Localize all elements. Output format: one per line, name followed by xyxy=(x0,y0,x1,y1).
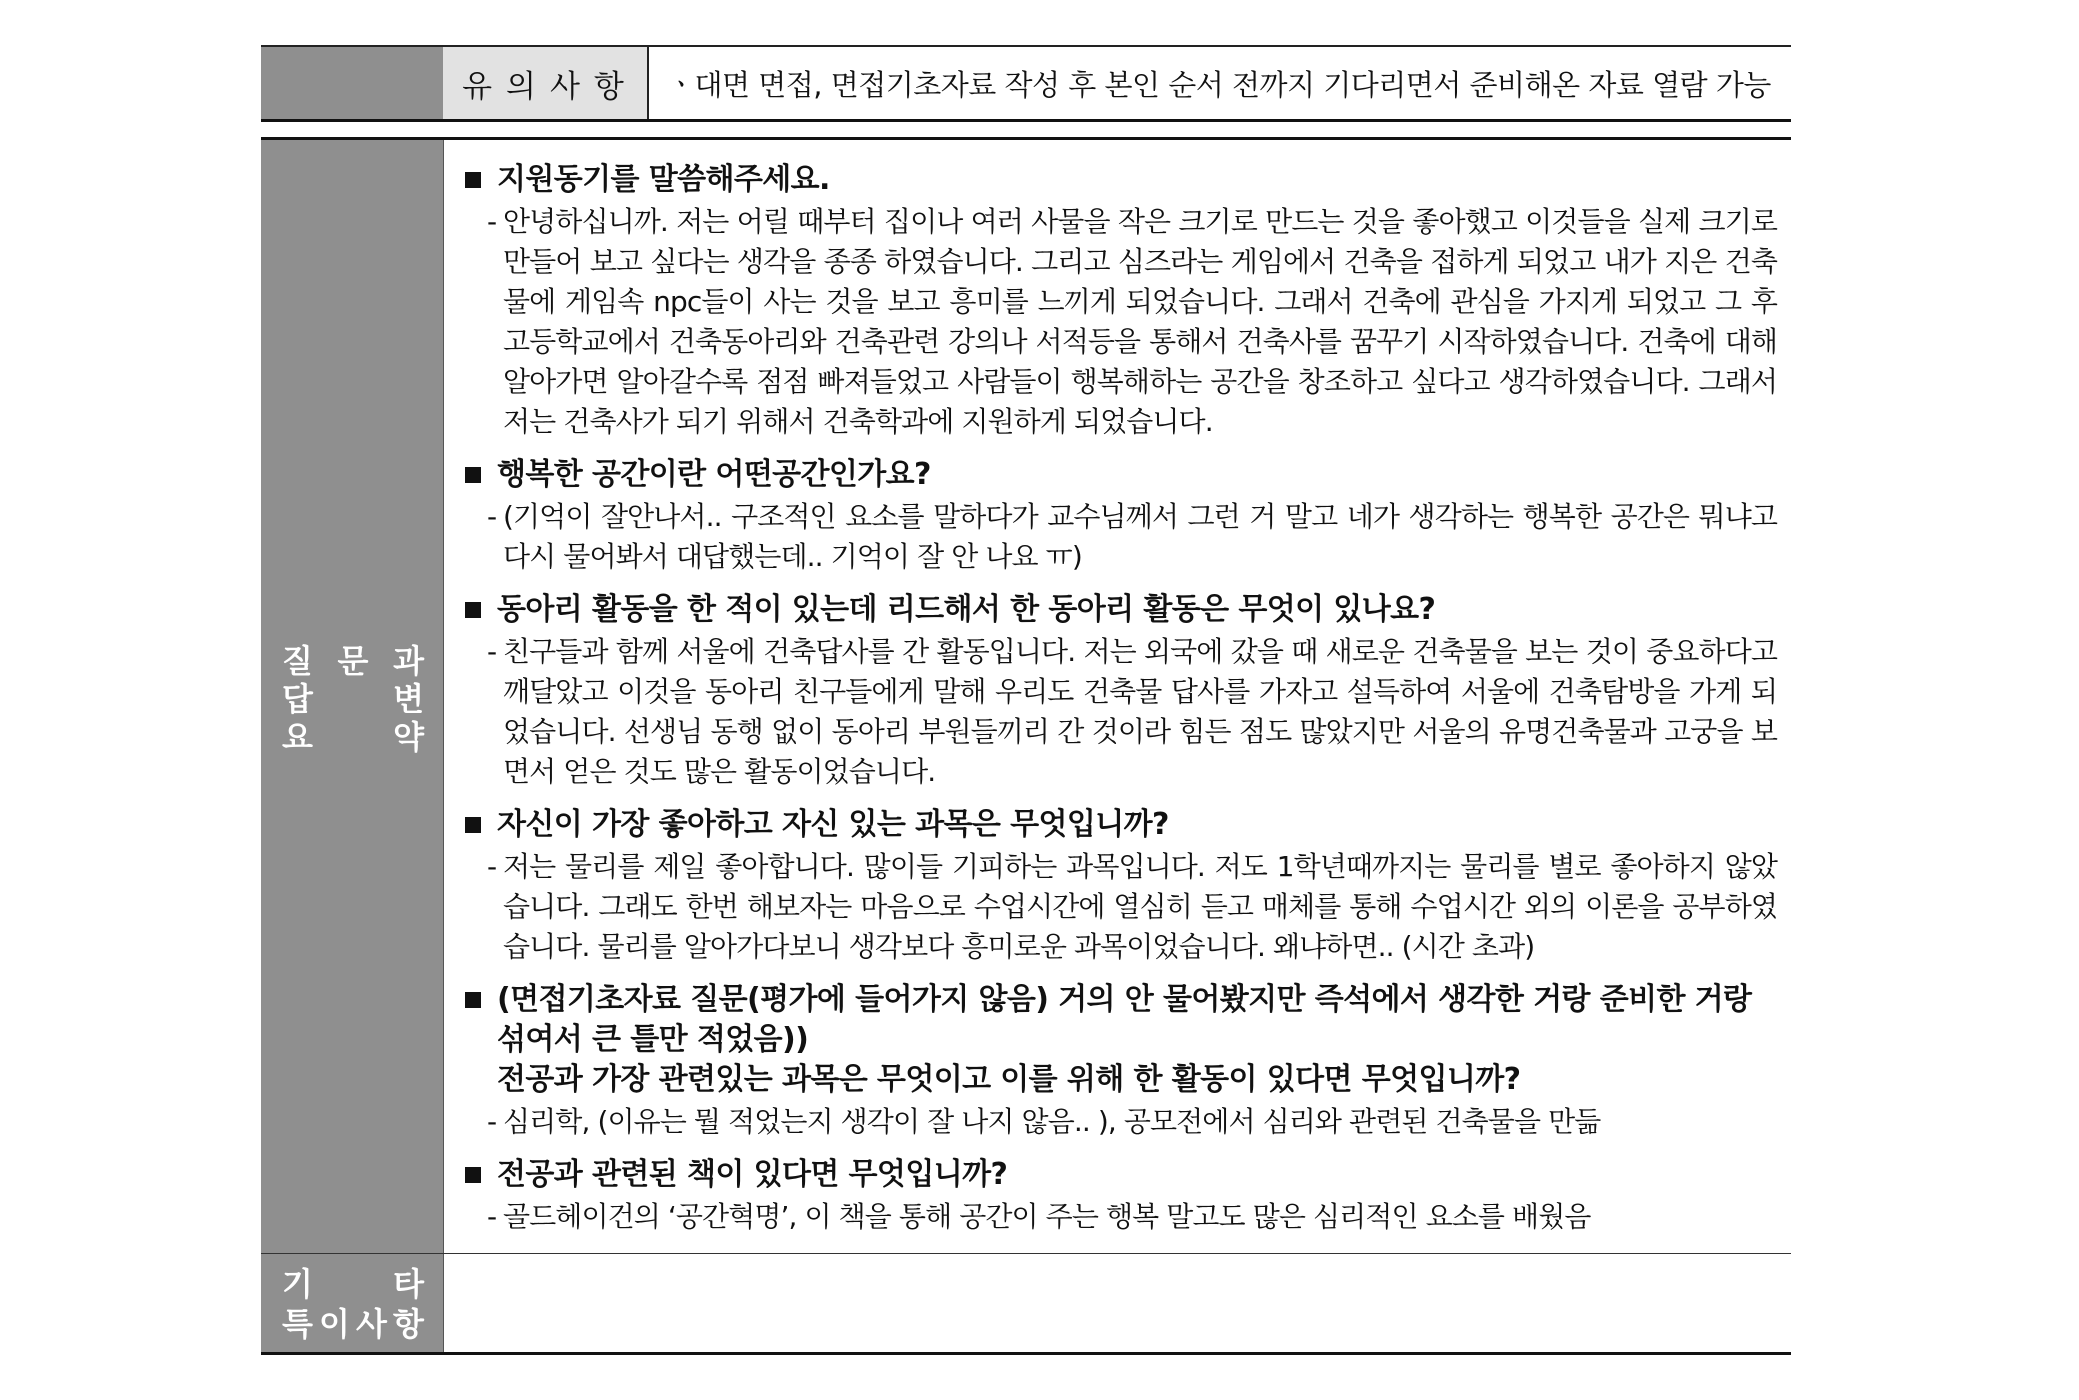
answer-text: 친구들과 함께 서울에 건축답사를 간 활동입니다. 저는 외국에 갔을 때 새로운 건축물을 보는 것이 중요하다고 깨달았고 이것을 동아리 친구들에게 말해 우리도 건축물 답사를 가자고 설득하여 서울에 건축탐방을 가게 되었습니다. 선생님 동행 없이 동아리 부원들끼리 간 것이라 힘든 점도 많았지만 서울의 유명건축물과 고궁을 보면서 얻은 것도 많은 활동이었습니다. xyxy=(503,635,1777,788)
question-text: 행복한 공간이란 어떤공간인가요? xyxy=(497,457,931,492)
notice-blank-cell xyxy=(261,47,443,119)
qa-section-label-cell xyxy=(261,140,443,1253)
other-notes-content xyxy=(443,1254,1791,1352)
qa-section-label xyxy=(261,642,443,756)
notice-text: ㆍ대면 면접, 면접기초자료 작성 후 본인 순서 전까지 기다리면서 준비해온 자료 열람 가능 xyxy=(667,67,1771,102)
dash-bullet-icon: - xyxy=(487,205,497,238)
question-text: 전공과 가장 관련있는 과목은 무엇이고 이를 위해 한 활동이 있다면 무엇입니까? xyxy=(497,1062,1521,1097)
answer-text: 심리학, (이유는 뭘 적었는지 생각이 잘 나지 않음.. ), 공모전에서 심리와 관련된 건축물을 만듦 xyxy=(503,1105,1601,1138)
square-bullet-icon xyxy=(465,602,481,618)
label-char: 답 xyxy=(282,680,313,718)
square-bullet-icon xyxy=(465,467,481,483)
notice-row xyxy=(261,45,1791,122)
question xyxy=(461,160,1777,200)
qa-item xyxy=(461,1155,1777,1237)
qa-item xyxy=(461,980,1777,1142)
question-text: 자신이 가장 좋아하고 자신 있는 과목은 무엇입니까? xyxy=(497,807,1169,842)
answer-text: 골드헤이건의 ‘공간혁명’, 이 책을 통해 공간이 주는 행복 말고도 많은 심리적인 요소를 배웠음 xyxy=(503,1200,1591,1233)
other-notes-row xyxy=(261,1254,1791,1355)
question xyxy=(461,1155,1777,1195)
answer-text: 안녕하십니까. 저는 어릴 때부터 집이나 여러 사물을 작은 크기로 만드는 것을 좋아했고 이것들을 실제 크기로 만들어 보고 싶다는 생각을 종종 하였습니다. 그리고 심즈라는 게임에서 건축을 접하게 되었고 내가 지은 건축물에 게임속 npc들이 사는 것을 보고 흥미를 느끼게 되었습니다. 그래서 건축에 관심을 가지게 되었고 그 후 고등학교에서 건축동아리와 건축관련 강의나 서적등을 통해서 건축사를 꿈꾸기 시작하였습니다. 건축에 대해 알아가면 알아갈수록 점점 빠져들었고 사람들이 행복해하는 공간을 창조하고 싶다고 생각하였습니다. 그래서 저는 건축사가 되기 위해서 건축학과에 지원하게 되었습니다. xyxy=(503,205,1777,438)
label-char: 질 xyxy=(282,642,313,680)
question xyxy=(461,805,1777,845)
square-bullet-icon xyxy=(465,817,481,833)
label-char: 요 xyxy=(282,718,313,756)
label-char: 항 xyxy=(393,1305,424,1343)
label-char: 약 xyxy=(393,718,424,756)
label-char: 사 xyxy=(356,1305,387,1343)
question xyxy=(461,590,1777,630)
square-bullet-icon xyxy=(465,172,481,188)
answer-text: 저는 물리를 제일 좋아합니다. 많이들 기피하는 과목입니다. 저도 1학년때까지는 물리를 별로 좋아하지 않았습니다. 그래도 한번 해보자는 마음으로 수업시간에 열심히 듣고 매체를 통해 수업시간 외의 이론을 공부하였습니다. 물리를 알아가다보니 생각보다 흥미로운 과목이었습니다. 왜냐하면.. (시간 초과) xyxy=(503,850,1777,963)
answer-text: (기억이 잘안나서.. 구조적인 요소를 말하다가 교수님께서 그런 거 말고 네가 생각하는 행복한 공간은 뭐냐고 다시 물어봐서 대답했는데.. 기억이 잘 안 나요 ㅠ) xyxy=(503,500,1777,573)
answer xyxy=(461,202,1777,442)
other-notes-label xyxy=(261,1254,443,1352)
question-text: (면접기초자료 질문(평가에 들어가지 않음) 거의 안 물어봤지만 즉석에서 생각한 거랑 준비한 거랑 섞여서 큰 틀만 적었음)) xyxy=(497,982,1752,1057)
qa-item xyxy=(461,160,1777,442)
dash-bullet-icon: - xyxy=(487,635,497,668)
square-bullet-icon xyxy=(465,1167,481,1183)
label-char: 기 xyxy=(282,1265,313,1303)
table-spacer xyxy=(261,122,1791,140)
answer xyxy=(461,847,1777,967)
question-text: 전공과 관련된 책이 있다면 무엇입니까? xyxy=(497,1157,1008,1192)
label-char: 특 xyxy=(282,1305,313,1343)
dash-bullet-icon: - xyxy=(487,1105,497,1138)
label-char: 타 xyxy=(393,1265,424,1303)
label-char: 변 xyxy=(393,680,424,718)
label-char: 문 xyxy=(337,642,369,680)
dash-bullet-icon: - xyxy=(487,850,497,883)
question xyxy=(461,980,1777,1100)
notice-label: 유의사항 xyxy=(443,47,649,119)
question xyxy=(461,455,1777,495)
label-char: 이 xyxy=(319,1305,350,1343)
dash-bullet-icon: - xyxy=(487,1200,497,1233)
qa-item xyxy=(461,455,1777,577)
question-text: 동아리 활동을 한 적이 있는데 리드해서 한 동아리 활동은 무엇이 있나요? xyxy=(497,592,1436,627)
answer xyxy=(461,632,1777,792)
square-bullet-icon xyxy=(465,992,481,1008)
qa-content xyxy=(443,140,1791,1253)
qa-section xyxy=(261,140,1791,1254)
answer xyxy=(461,497,1777,577)
qa-item xyxy=(461,590,1777,792)
label-char: 과 xyxy=(393,642,424,680)
qa-item xyxy=(461,805,1777,967)
interview-record-table xyxy=(261,45,1791,1355)
dash-bullet-icon: - xyxy=(487,500,497,533)
answer xyxy=(461,1197,1777,1237)
answer xyxy=(461,1102,1777,1142)
question-text: 지원동기를 말씀해주세요. xyxy=(497,162,830,197)
